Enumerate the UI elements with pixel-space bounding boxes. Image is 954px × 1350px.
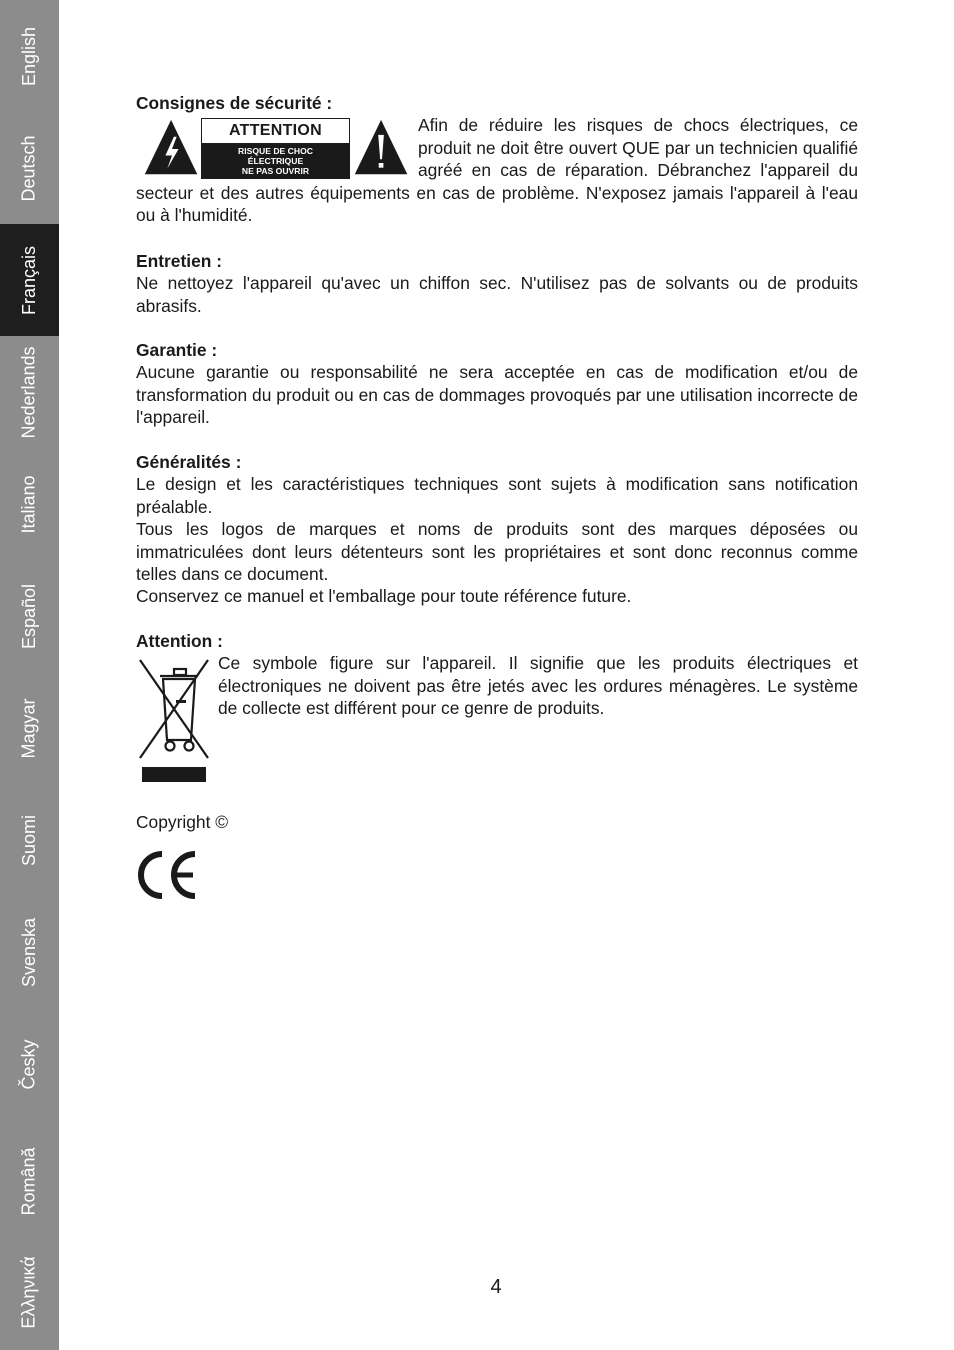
- general-text: Tous les logos de marques et noms de produits sont des marques déposées ou immatriculées dont leurs détenteurs sont les propriétaires et sont donc reconnus comme telles dans ce document.: [136, 519, 858, 585]
- lang-tab-label: Česky: [18, 1038, 39, 1090]
- general-text: Le design et les caractéristiques techniques sont sujets à modification sans notification préalable.: [136, 474, 858, 517]
- weee-block: [136, 652, 858, 719]
- ce-mark-icon: [136, 851, 200, 899]
- attention-line: NE PAS OUVRIR: [241, 166, 310, 177]
- lang-tab-svenska[interactable]: [0, 896, 59, 1008]
- section-general: [136, 451, 858, 608]
- lang-tab-label: Deutsch: [19, 134, 40, 202]
- weee-float: [136, 652, 218, 788]
- attention-label-box: [201, 118, 350, 179]
- attention-line: ÉLECTRIQUE: [247, 156, 304, 167]
- lang-tab-label: Svenska: [19, 917, 40, 987]
- lang-tab-label: Ελληνικά: [19, 1255, 40, 1329]
- section-heading: Généralités :: [136, 452, 242, 472]
- lang-tab-label: Français: [19, 245, 39, 315]
- page-number: 4: [490, 1276, 502, 1298]
- section-warranty: [136, 339, 858, 429]
- attention-line: RISQUE DE CHOC: [238, 146, 313, 157]
- section-attention: [136, 630, 858, 788]
- copyright-text: Copyright ©: [136, 812, 229, 832]
- section-heading: Entretien :: [136, 251, 222, 271]
- lang-tab-ellinika[interactable]: [0, 1236, 59, 1348]
- lang-tab-magyar[interactable]: [0, 672, 59, 784]
- section-safety: [136, 92, 858, 226]
- attention-subtext: [202, 143, 349, 178]
- lang-tab-nederlands[interactable]: [0, 336, 59, 448]
- warranty-text: Aucune garantie ou responsabilité ne sera acceptée en cas de modification et/ou de transformation du produit ou en cas de dommages provoqués par une utilisation incorrecte de l'appareil.: [136, 362, 858, 428]
- lang-tab-label: Magyar: [19, 697, 39, 759]
- weee-black-bar: [142, 767, 206, 782]
- safety-text: Afin de réduire les risques de chocs électriques, ce produit ne doit être ouvert QUE par un technicien qualifié agréé en cas de réparation. Débranchez l'appareil du secteur et des autres équipements en cas de problème. N'exposez jamais l'appareil à l'eau ou à l'humidité.: [136, 115, 858, 226]
- safety-body: [136, 114, 858, 226]
- lang-tab-francais[interactable]: [0, 224, 59, 336]
- general-text: Conservez ce manuel et l'emballage pour toute référence future.: [136, 586, 632, 607]
- crossed-bin-icon: [136, 654, 212, 764]
- language-sidebar: [0, 0, 59, 1350]
- lang-tab-deutsch[interactable]: [0, 112, 59, 224]
- lang-tab-italiano[interactable]: [0, 448, 59, 560]
- lang-tab-label: Românǎ: [19, 1146, 40, 1216]
- attention-title: ATTENTION: [228, 122, 323, 140]
- maintenance-text: Ne nettoyez l'appareil qu'avec un chiffon sec. N'utilisez pas de solvants ou de produits abrasifs.: [136, 273, 858, 316]
- lang-tab-espanol[interactable]: [0, 560, 59, 672]
- section-copyright: [136, 811, 858, 833]
- warning-icons-float: [136, 114, 418, 180]
- lang-tab-label: Nederlands: [19, 345, 39, 439]
- section-heading: Consignes de sécurité :: [136, 93, 333, 113]
- section-heading: Garantie :: [136, 340, 218, 360]
- lang-tab-label: Suomi: [19, 814, 39, 866]
- section-heading: Attention :: [136, 631, 223, 651]
- lang-tab-cesky[interactable]: [0, 1008, 59, 1120]
- section-maintenance: [136, 250, 858, 317]
- lang-tab-english[interactable]: [0, 0, 59, 112]
- lang-tab-label: Español: [19, 583, 39, 649]
- lang-tab-label: English: [19, 26, 40, 86]
- lang-tab-romana[interactable]: [0, 1125, 59, 1237]
- lang-tab-suomi[interactable]: [0, 784, 59, 896]
- lang-tab-label: Italiano: [18, 474, 39, 534]
- attention-text: Ce symbole figure sur l'appareil. Il signifie que les produits électriques et électroniques ne doivent pas être jetés avec les ordures ménagères. Le système de collecte est différent pour ce genre de produits.: [218, 653, 858, 719]
